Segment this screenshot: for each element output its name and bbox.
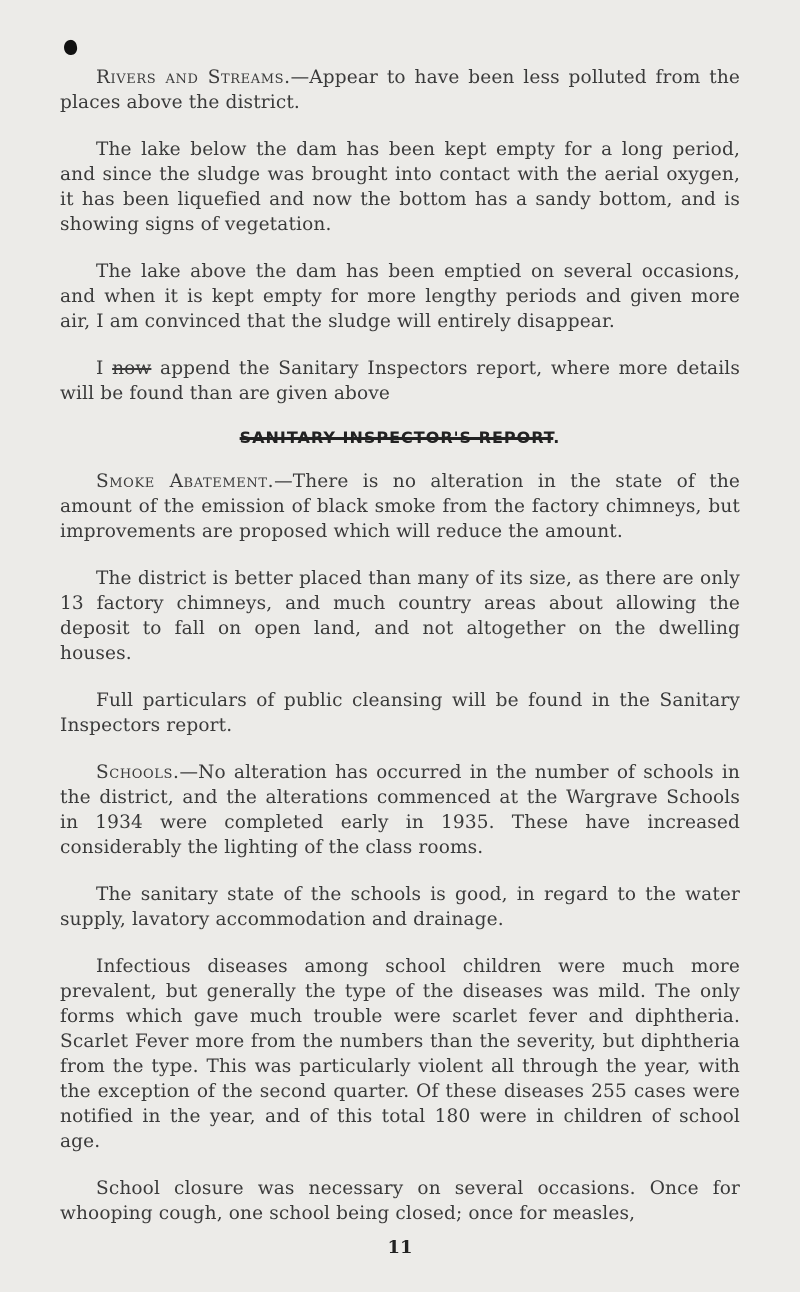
paragraph-text: —Appear to have been less polluted from the places above the district. (60, 67, 740, 113)
paragraph-text-rest: append the Sanitary Inspectors report, where more details will be found than are given above (60, 358, 740, 404)
paragraph-sanitary-state: The sanitary state of the schools is good, in regard to the water supply, lavatory accommodation and drainage. (60, 884, 740, 930)
heading-end: . (553, 428, 561, 447)
paragraph-infectious-diseases: Infectious diseases among school children were much more prevalent, but generally the type of the diseases was mild. The only forms which gave much trouble were scarlet fever and diphtheria. Scarlet Fever more from the numbers than the severity, but diphtheria from the type. This was particularly violent all through the year, with the exception of the second quarter. Of these diseases 255 cases were notified in the year, and of this total 180 were in children of school age. (60, 956, 740, 1152)
page-number: 11 (387, 1237, 413, 1258)
paragraph-append-report (60, 356, 740, 406)
paragraph-district-placement: The district is better placed than many of its size, as there are only 13 factory chimneys, and much country areas about allowing the deposit to fall on open land, and not altogether on the dwelling houses. (60, 568, 740, 664)
paragraph-schools (60, 760, 740, 860)
paragraph-text: —There is no alteration in the state of the amount of the emission of black smoke from the factory chimneys, but improvements are proposed which will reduce the amount. (60, 471, 740, 542)
section-lead-rivers: Rivers and Streams. (96, 67, 291, 88)
paragraph-school-closure: School closure was necessary on several occasions. Once for whooping cough, one school being closed; once for measles, (60, 1178, 740, 1224)
section-lead-schools: Schools. (96, 762, 180, 783)
paragraph-smoke-abatement (60, 469, 740, 544)
paragraph-public-cleansing: Full particulars of public cleansing will be found in the Sanitary Inspectors report. (60, 690, 740, 736)
paragraph-lake-below: The lake below the dam has been kept empty for a long period, and since the sludge was brought into contact with the aerial oxygen, it has been liquefied and now the bottom has a sandy bottom, and is showing signs of vegetation. (60, 139, 740, 235)
document-page (60, 65, 740, 1248)
struck-word: now (112, 358, 152, 379)
ink-blot (63, 39, 79, 56)
heading-struck-text: SANITARY INSPECTOR'S REPORT (239, 428, 554, 447)
paragraph-rivers-and-streams (60, 65, 740, 115)
section-heading (60, 428, 740, 447)
paragraph-lake-above: The lake above the dam has been emptied on several occasions, and when it is kept empty for more lengthy periods and given more air, I am convinced that the sludge will entirely disappear. (60, 261, 740, 332)
paragraph-text-start: I (96, 358, 113, 379)
section-lead-smoke: Smoke Abatement. (96, 471, 275, 492)
paragraph-text: —No alteration has occurred in the number of schools in the district, and the alterations commenced at the Wargrave Schools in 1934 were completed early in 1935. These have increased considerably the lighting of the class rooms. (60, 762, 740, 858)
